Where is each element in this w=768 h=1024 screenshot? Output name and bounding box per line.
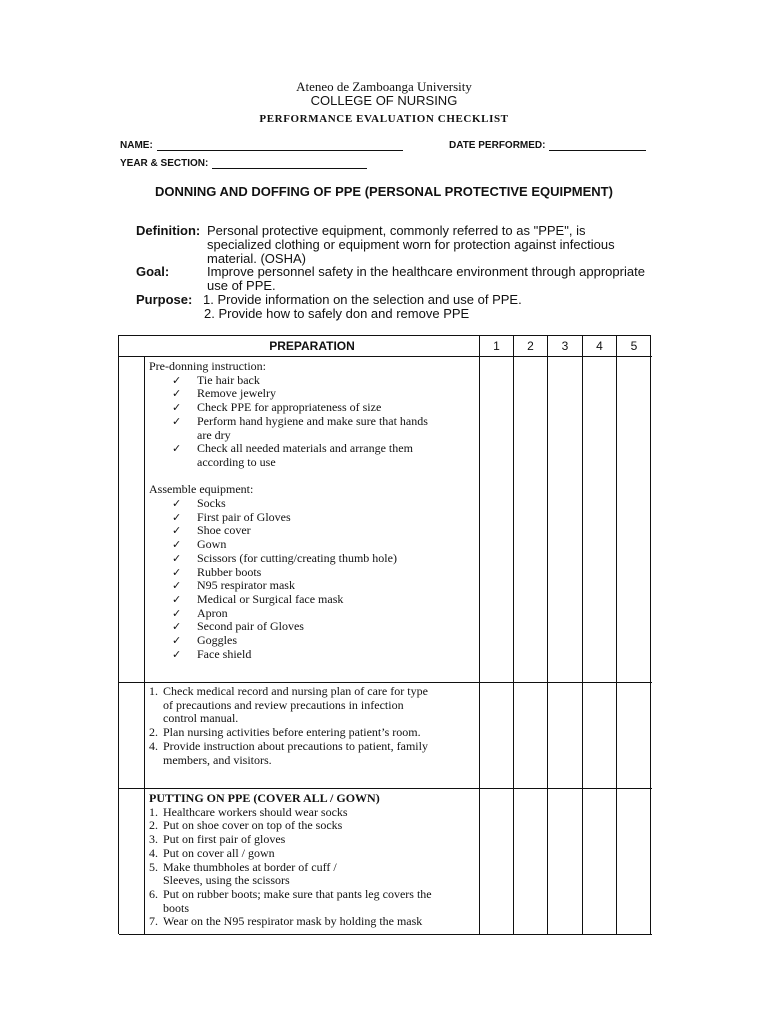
checkmark-icon: ✓ (172, 373, 182, 387)
checkmark-icon: ✓ (172, 647, 182, 661)
year-section-label: YEAR & SECTION: (120, 158, 209, 169)
goal-label: Goal: (136, 264, 170, 279)
definition-line: Personal protective equipment, commonly referred to as "PPE", is (207, 223, 586, 238)
college-name: COLLEGE OF NURSING (310, 93, 458, 108)
checkmark-icon: ✓ (172, 538, 182, 552)
checkmark-icon: ✓ (172, 497, 182, 511)
form-title: PERFORMANCE EVALUATION CHECKLIST (259, 113, 509, 125)
university-name: Ateneo de Zamboanga University (296, 79, 472, 94)
checkmark-icon: ✓ (172, 414, 182, 428)
equipment-item: ✓ Rubber boots (172, 564, 262, 579)
equipment-item: ✓ First pair of Gloves (172, 509, 291, 524)
checkmark-icon: ✓ (172, 524, 182, 538)
numbered-step: 4. Provide instruction about precautions to patient, family members, and visitors. (149, 738, 428, 767)
definition-label: Definition: (136, 223, 201, 238)
row-divider (119, 682, 652, 683)
rating-header: 2 (527, 339, 534, 353)
name-label: NAME: (120, 140, 153, 151)
equipment-item: ✓ N95 respirator mask (172, 578, 295, 593)
equipment-item: ✓ Socks (172, 496, 226, 511)
numbered-step: 4. Put on cover all / gown (149, 845, 275, 860)
checkmark-icon: ✓ (172, 592, 182, 606)
checklist-item: ✓ Check PPE for appropriateness of size (172, 400, 382, 415)
column-divider (582, 336, 583, 935)
equipment-item: ✓ Scissors (for cutting/creating thumb hole) (172, 550, 397, 565)
checkmark-icon: ✓ (172, 606, 182, 620)
column-divider (513, 336, 514, 935)
numbered-step: 6. Put on rubber boots; make sure that pants leg covers the boots (149, 886, 432, 915)
preparation-header: PREPARATION (269, 339, 355, 353)
checkmark-icon: ✓ (172, 442, 182, 456)
row-divider (119, 788, 652, 789)
purpose-label: Purpose: (136, 292, 193, 307)
year-section-field[interactable] (120, 158, 367, 169)
date-blank-line[interactable] (549, 141, 646, 151)
name-field[interactable] (120, 140, 403, 151)
goal-line: Improve personnel safety in the healthcare environment through appropriate (207, 264, 645, 279)
numbered-step: 5. Make thumbholes at border of cuff / Sleeves, using the scissors (149, 859, 337, 888)
purpose-line: 1. Provide information on the selection and use of PPE. (203, 292, 522, 307)
rating-header: 4 (596, 339, 603, 353)
column-divider (479, 336, 480, 935)
date-performed-label: DATE PERFORMED: (449, 140, 546, 151)
definition-line: material. (OSHA) (207, 251, 306, 266)
numbered-step: 1. Check medical record and nursing plan of care for type of precautions and review precautions in infection control manual. (149, 684, 428, 726)
definition-line: specialized clothing or equipment worn for protection against infectious (207, 237, 615, 252)
checkmark-icon: ✓ (172, 551, 182, 565)
evaluation-table (118, 335, 651, 934)
checkmark-icon: ✓ (172, 565, 182, 579)
checklist-item: ✓ Perform hand hygiene and make sure that hands are dry (172, 413, 428, 442)
goal-line: use of PPE. (207, 278, 276, 293)
equipment-item: ✓ Shoe cover (172, 523, 251, 538)
numbered-step: 7. Wear on the N95 respirator mask by holding the mask (149, 914, 423, 929)
column-divider (547, 336, 548, 935)
year-section-blank-line[interactable] (212, 159, 367, 169)
column-divider (616, 336, 617, 935)
pre-donning-title: Pre-donning instruction: (149, 359, 266, 373)
numbered-step: 1. Healthcare workers should wear socks (149, 804, 348, 819)
name-blank-line[interactable] (157, 141, 403, 151)
numbered-step: 3. Put on first pair of gloves (149, 832, 286, 847)
checklist-item: ✓ Tie hair back (172, 372, 260, 387)
table-bottom-border (119, 934, 652, 935)
procedure-title: DONNING AND DOFFING OF PPE (PERSONAL PROTECTIVE EQUIPMENT) (155, 184, 613, 199)
checkmark-icon: ✓ (172, 620, 182, 634)
equipment-item: ✓ Second pair of Gloves (172, 619, 304, 634)
checkmark-icon: ✓ (172, 401, 182, 415)
equipment-item: ✓ Apron (172, 605, 228, 620)
checklist-item: ✓ Check all needed materials and arrange them according to use (172, 441, 413, 469)
putting-on-ppe-title: PUTTING ON PPE (COVER ALL / GOWN) (149, 791, 380, 805)
rating-header: 1 (493, 339, 500, 353)
checkmark-icon: ✓ (172, 634, 182, 648)
equipment-item: ✓ Gown (172, 537, 227, 552)
checkmark-icon: ✓ (172, 579, 182, 593)
rating-header: 5 (630, 339, 638, 353)
precautions-steps-cell (149, 685, 477, 767)
assemble-equipment-title: Assemble equipment: (149, 482, 254, 497)
purpose-line: 2. Provide how to safely don and remove PPE (204, 306, 470, 321)
equipment-item: ✓ Medical or Surgical face mask (172, 591, 344, 606)
preparation-steps-cell (149, 360, 477, 661)
checkmark-icon: ✓ (172, 387, 182, 401)
checklist-item: ✓ Remove jewelry (172, 386, 276, 401)
date-performed-field[interactable] (449, 140, 646, 151)
header-divider (119, 356, 652, 357)
checkmark-icon: ✓ (172, 510, 182, 524)
equipment-item: ✓ Goggles (172, 633, 237, 648)
equipment-item: ✓ Face shield (172, 646, 252, 661)
row-number-divider (144, 356, 145, 935)
numbered-step: 2. Plan nursing activities before entering patient’s room. (149, 725, 421, 740)
numbered-step: 2. Put on shoe cover on top of the socks (149, 818, 343, 833)
rating-header: 3 (561, 339, 569, 353)
putting-on-ppe-cell (149, 792, 477, 929)
